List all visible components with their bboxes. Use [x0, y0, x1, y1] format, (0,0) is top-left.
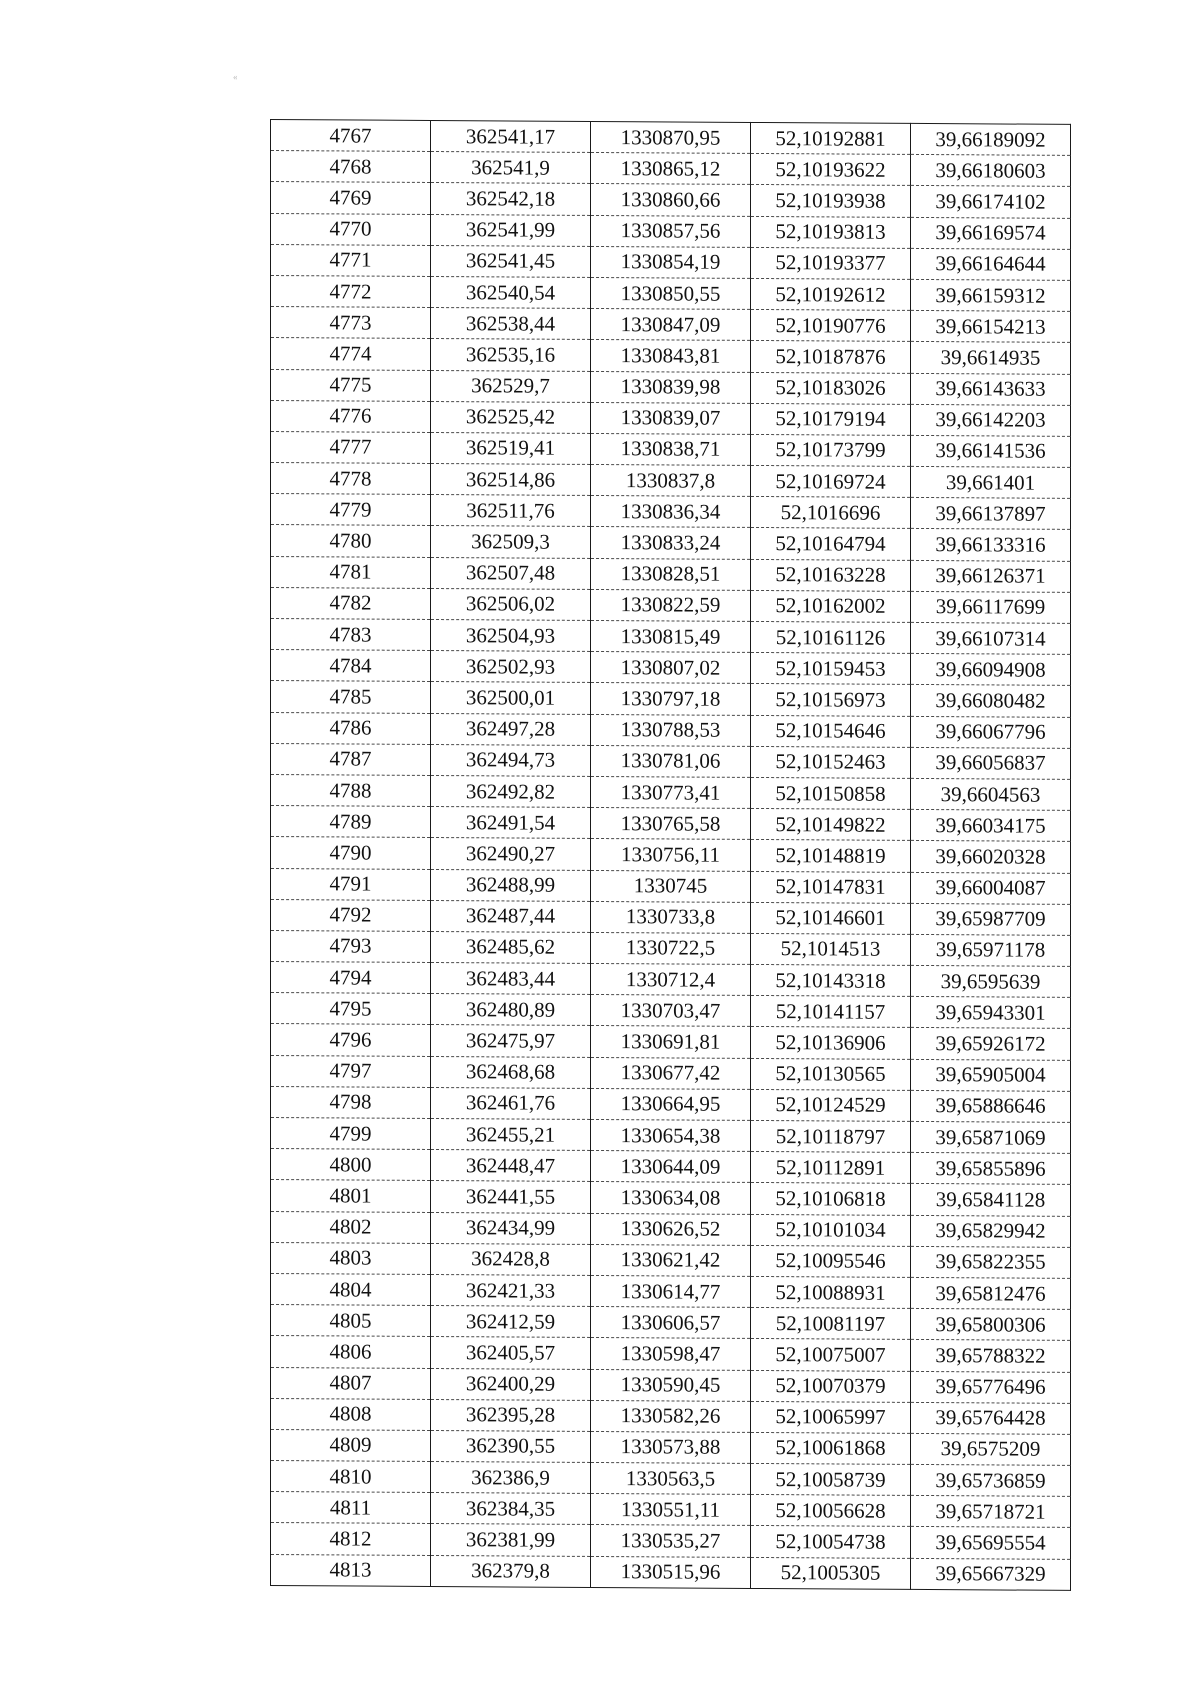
table-row: [271, 525, 1071, 561]
table-row: [271, 463, 1071, 499]
point-number-cell: 4778: [271, 463, 431, 495]
longitude-cell: 39,66189092: [911, 123, 1071, 155]
x-coordinate-cell: 362434,99: [431, 1212, 591, 1244]
x-coordinate-cell: 362500,01: [431, 682, 591, 714]
table-row: [271, 1429, 1071, 1465]
point-number-cell: 4794: [271, 962, 431, 994]
point-number-cell: 4786: [271, 712, 431, 744]
point-number-cell: 4796: [271, 1024, 431, 1056]
table-row: [271, 1273, 1071, 1309]
latitude-cell: 52,10192881: [751, 122, 911, 154]
latitude-cell: 52,10156973: [751, 684, 911, 716]
latitude-cell: 52,10173799: [751, 434, 911, 466]
x-coordinate-cell: 362428,8: [431, 1243, 591, 1275]
point-number-cell: 4789: [271, 806, 431, 838]
x-coordinate-cell: 362487,44: [431, 900, 591, 932]
latitude-cell: 52,10088931: [751, 1276, 911, 1308]
longitude-cell: 39,66080482: [911, 685, 1071, 717]
point-number-cell: 4798: [271, 1086, 431, 1118]
x-coordinate-cell: 362542,18: [431, 183, 591, 215]
y-coordinate-cell: 1330654,38: [591, 1119, 751, 1151]
x-coordinate-cell: 362475,97: [431, 1025, 591, 1057]
point-number-cell: 4768: [271, 151, 431, 183]
x-coordinate-cell: 362504,93: [431, 619, 591, 651]
x-coordinate-cell: 362381,99: [431, 1524, 591, 1556]
longitude-cell: 39,65886646: [911, 1090, 1071, 1122]
point-number-cell: 4797: [271, 1055, 431, 1087]
point-number-cell: 4810: [271, 1461, 431, 1493]
point-number-cell: 4806: [271, 1336, 431, 1368]
longitude-cell: 39,65695554: [911, 1527, 1071, 1559]
latitude-cell: 52,10146601: [751, 902, 911, 934]
y-coordinate-cell: 1330722,5: [591, 932, 751, 964]
longitude-cell: 39,65855896: [911, 1153, 1071, 1185]
x-coordinate-cell: 362448,47: [431, 1150, 591, 1182]
table-row: [271, 1149, 1071, 1185]
y-coordinate-cell: 1330839,07: [591, 402, 751, 434]
x-coordinate-cell: 362502,93: [431, 651, 591, 683]
point-number-cell: 4813: [271, 1554, 431, 1586]
x-coordinate-cell: 362384,35: [431, 1493, 591, 1525]
table-row: [271, 774, 1071, 810]
point-number-cell: 4795: [271, 993, 431, 1025]
x-coordinate-cell: 362461,76: [431, 1087, 591, 1119]
x-coordinate-cell: 362529,7: [431, 370, 591, 402]
latitude-cell: 52,10065997: [751, 1401, 911, 1433]
x-coordinate-cell: 362519,41: [431, 432, 591, 464]
x-coordinate-cell: 362468,68: [431, 1056, 591, 1088]
x-coordinate-cell: 362492,82: [431, 775, 591, 807]
longitude-cell: 39,65667329: [911, 1558, 1071, 1590]
x-coordinate-cell: 362538,44: [431, 308, 591, 340]
latitude-cell: 52,10154646: [751, 715, 911, 747]
table-row: [271, 275, 1071, 311]
point-number-cell: 4774: [271, 338, 431, 370]
longitude-cell: 39,65943301: [911, 997, 1071, 1029]
longitude-cell: 39,66169574: [911, 217, 1071, 249]
x-coordinate-cell: 362455,21: [431, 1118, 591, 1150]
latitude-cell: 52,10152463: [751, 746, 911, 778]
longitude-cell: 39,66180603: [911, 155, 1071, 187]
latitude-cell: 52,10163228: [751, 559, 911, 591]
point-number-cell: 4781: [271, 556, 431, 588]
page-mark: «: [233, 72, 238, 82]
latitude-cell: 52,10136906: [751, 1027, 911, 1059]
table-row: [271, 1055, 1071, 1091]
point-number-cell: 4787: [271, 743, 431, 775]
y-coordinate-cell: 1330598,47: [591, 1338, 751, 1370]
point-number-cell: 4771: [271, 244, 431, 276]
x-coordinate-cell: 362480,89: [431, 994, 591, 1026]
longitude-cell: 39,66117699: [911, 591, 1071, 623]
y-coordinate-cell: 1330621,42: [591, 1244, 751, 1276]
latitude-cell: 52,10061868: [751, 1432, 911, 1464]
longitude-cell: 39,65800306: [911, 1309, 1071, 1341]
point-number-cell: 4770: [271, 213, 431, 245]
table-row: [271, 743, 1071, 779]
latitude-cell: 52,10150858: [751, 777, 911, 809]
latitude-cell: 52,10148819: [751, 840, 911, 872]
longitude-cell: 39,66164644: [911, 248, 1071, 280]
table-row: [271, 1211, 1071, 1247]
y-coordinate-cell: 1330664,95: [591, 1088, 751, 1120]
longitude-cell: 39,66159312: [911, 279, 1071, 311]
y-coordinate-cell: 1330614,77: [591, 1275, 751, 1307]
latitude-cell: 52,10143318: [751, 964, 911, 996]
table-row: [271, 1523, 1071, 1559]
point-number-cell: 4767: [271, 120, 431, 152]
point-number-cell: 4780: [271, 525, 431, 557]
latitude-cell: 52,10056628: [751, 1495, 911, 1527]
table-row: [271, 244, 1071, 280]
y-coordinate-cell: 1330781,06: [591, 745, 751, 777]
point-number-cell: 4800: [271, 1149, 431, 1181]
y-coordinate-cell: 1330822,59: [591, 589, 751, 621]
y-coordinate-cell: 1330865,12: [591, 153, 751, 185]
latitude-cell: 52,10183026: [751, 372, 911, 404]
point-number-cell: 4775: [271, 369, 431, 401]
latitude-cell: 52,10162002: [751, 590, 911, 622]
table-row: [271, 650, 1071, 686]
longitude-cell: 39,65829942: [911, 1215, 1071, 1247]
longitude-cell: 39,6595639: [911, 965, 1071, 997]
y-coordinate-cell: 1330765,58: [591, 808, 751, 840]
latitude-cell: 52,10106818: [751, 1183, 911, 1215]
table-row: [271, 431, 1071, 467]
y-coordinate-cell: 1330582,26: [591, 1400, 751, 1432]
point-number-cell: 4790: [271, 837, 431, 869]
y-coordinate-cell: 1330837,8: [591, 465, 751, 497]
y-coordinate-cell: 1330606,57: [591, 1307, 751, 1339]
longitude-cell: 39,66004087: [911, 872, 1071, 904]
longitude-cell: 39,65926172: [911, 1028, 1071, 1060]
longitude-cell: 39,65718721: [911, 1496, 1071, 1528]
table-row: [271, 962, 1071, 998]
longitude-cell: 39,66034175: [911, 810, 1071, 842]
table-row: [271, 1024, 1071, 1060]
y-coordinate-cell: 1330563,5: [591, 1463, 751, 1495]
x-coordinate-cell: 362506,02: [431, 588, 591, 620]
y-coordinate-cell: 1330838,71: [591, 433, 751, 465]
x-coordinate-cell: 362485,62: [431, 931, 591, 963]
table-row: [271, 1492, 1071, 1528]
table-row: [271, 619, 1071, 655]
table-row: [271, 712, 1071, 748]
point-number-cell: 4779: [271, 494, 431, 526]
latitude-cell: 52,10161126: [751, 621, 911, 653]
y-coordinate-cell: 1330843,81: [591, 340, 751, 372]
table-row: [271, 338, 1071, 374]
x-coordinate-cell: 362497,28: [431, 713, 591, 745]
latitude-cell: 52,10179194: [751, 403, 911, 435]
point-number-cell: 4801: [271, 1180, 431, 1212]
point-number-cell: 4785: [271, 681, 431, 713]
point-number-cell: 4773: [271, 307, 431, 339]
y-coordinate-cell: 1330773,41: [591, 776, 751, 808]
y-coordinate-cell: 1330797,18: [591, 683, 751, 715]
x-coordinate-cell: 362441,55: [431, 1181, 591, 1213]
longitude-cell: 39,65905004: [911, 1059, 1071, 1091]
point-number-cell: 4777: [271, 431, 431, 463]
point-number-cell: 4776: [271, 400, 431, 432]
longitude-cell: 39,66141536: [911, 435, 1071, 467]
latitude-cell: 52,10193622: [751, 154, 911, 186]
table-row: [271, 1554, 1071, 1590]
y-coordinate-cell: 1330590,45: [591, 1369, 751, 1401]
coordinates-table-container: [270, 119, 1070, 1591]
y-coordinate-cell: 1330850,55: [591, 277, 751, 309]
point-number-cell: 4808: [271, 1398, 431, 1430]
latitude-cell: 52,10075007: [751, 1339, 911, 1371]
longitude-cell: 39,65871069: [911, 1121, 1071, 1153]
point-number-cell: 4793: [271, 930, 431, 962]
longitude-cell: 39,6575209: [911, 1433, 1071, 1465]
y-coordinate-cell: 1330644,09: [591, 1151, 751, 1183]
x-coordinate-cell: 362421,33: [431, 1274, 591, 1306]
x-coordinate-cell: 362541,45: [431, 245, 591, 277]
table-row: [271, 369, 1071, 405]
longitude-cell: 39,65788322: [911, 1340, 1071, 1372]
y-coordinate-cell: 1330828,51: [591, 558, 751, 590]
point-number-cell: 4784: [271, 650, 431, 682]
point-number-cell: 4799: [271, 1118, 431, 1150]
latitude-cell: 52,10193938: [751, 185, 911, 217]
coordinates-table: [270, 119, 1071, 1591]
x-coordinate-cell: 362491,54: [431, 807, 591, 839]
point-number-cell: 4792: [271, 899, 431, 931]
x-coordinate-cell: 362400,29: [431, 1368, 591, 1400]
table-row: [271, 400, 1071, 436]
latitude-cell: 52,10141157: [751, 996, 911, 1028]
x-coordinate-cell: 362540,54: [431, 276, 591, 308]
table-row: [271, 556, 1071, 592]
table-row: [271, 899, 1071, 935]
longitude-cell: 39,65841128: [911, 1184, 1071, 1216]
longitude-cell: 39,66094908: [911, 654, 1071, 686]
latitude-cell: 52,10070379: [751, 1370, 911, 1402]
longitude-cell: 39,65822355: [911, 1246, 1071, 1278]
longitude-cell: 39,65971178: [911, 934, 1071, 966]
latitude-cell: 52,10095546: [751, 1245, 911, 1277]
longitude-cell: 39,6604563: [911, 778, 1071, 810]
point-number-cell: 4804: [271, 1273, 431, 1305]
y-coordinate-cell: 1330870,95: [591, 121, 751, 153]
y-coordinate-cell: 1330854,19: [591, 246, 751, 278]
x-coordinate-cell: 362379,8: [431, 1555, 591, 1587]
table-row: [271, 494, 1071, 530]
x-coordinate-cell: 362390,55: [431, 1430, 591, 1462]
latitude-cell: 52,10187876: [751, 341, 911, 373]
longitude-cell: 39,66143633: [911, 373, 1071, 405]
latitude-cell: 52,10192612: [751, 278, 911, 310]
point-number-cell: 4788: [271, 774, 431, 806]
x-coordinate-cell: 362483,44: [431, 963, 591, 995]
latitude-cell: 52,10124529: [751, 1089, 911, 1121]
latitude-cell: 52,10193377: [751, 247, 911, 279]
table-row: [271, 587, 1071, 623]
x-coordinate-cell: 362395,28: [431, 1399, 591, 1431]
y-coordinate-cell: 1330857,56: [591, 215, 751, 247]
latitude-cell: 52,10190776: [751, 310, 911, 342]
table-row: [271, 1086, 1071, 1122]
point-number-cell: 4783: [271, 619, 431, 651]
latitude-cell: 52,10164794: [751, 528, 911, 560]
latitude-cell: 52,10130565: [751, 1058, 911, 1090]
x-coordinate-cell: 362541,9: [431, 152, 591, 184]
y-coordinate-cell: 1330515,96: [591, 1556, 751, 1588]
longitude-cell: 39,66137897: [911, 498, 1071, 530]
y-coordinate-cell: 1330833,24: [591, 527, 751, 559]
table-row: [271, 1242, 1071, 1278]
latitude-cell: 52,10081197: [751, 1308, 911, 1340]
latitude-cell: 52,10112891: [751, 1152, 911, 1184]
latitude-cell: 52,10193813: [751, 216, 911, 248]
y-coordinate-cell: 1330836,34: [591, 496, 751, 528]
x-coordinate-cell: 362507,48: [431, 557, 591, 589]
x-coordinate-cell: 362535,16: [431, 339, 591, 371]
table-row: [271, 151, 1071, 187]
x-coordinate-cell: 362488,99: [431, 869, 591, 901]
longitude-cell: 39,66174102: [911, 186, 1071, 218]
y-coordinate-cell: 1330860,66: [591, 184, 751, 216]
y-coordinate-cell: 1330788,53: [591, 714, 751, 746]
y-coordinate-cell: 1330815,49: [591, 620, 751, 652]
latitude-cell: 52,10149822: [751, 809, 911, 841]
longitude-cell: 39,65812476: [911, 1277, 1071, 1309]
x-coordinate-cell: 362511,76: [431, 495, 591, 527]
y-coordinate-cell: 1330756,11: [591, 839, 751, 871]
x-coordinate-cell: 362490,27: [431, 838, 591, 870]
longitude-cell: 39,65764428: [911, 1402, 1071, 1434]
longitude-cell: 39,66056837: [911, 747, 1071, 779]
longitude-cell: 39,66142203: [911, 404, 1071, 436]
table-row: [271, 213, 1071, 249]
longitude-cell: 39,65736859: [911, 1464, 1071, 1496]
y-coordinate-cell: 1330691,81: [591, 1026, 751, 1058]
x-coordinate-cell: 362541,99: [431, 214, 591, 246]
latitude-cell: 52,10169724: [751, 465, 911, 497]
x-coordinate-cell: 362405,57: [431, 1337, 591, 1369]
table-row: [271, 1305, 1071, 1341]
table-row: [271, 930, 1071, 966]
latitude-cell: 52,1005305: [751, 1557, 911, 1589]
point-number-cell: 4772: [271, 275, 431, 307]
x-coordinate-cell: 362525,42: [431, 401, 591, 433]
x-coordinate-cell: 362494,73: [431, 744, 591, 776]
table-row: [271, 1336, 1071, 1372]
longitude-cell: 39,66107314: [911, 622, 1071, 654]
longitude-cell: 39,65776496: [911, 1371, 1071, 1403]
y-coordinate-cell: 1330703,47: [591, 995, 751, 1027]
point-number-cell: 4807: [271, 1367, 431, 1399]
table-row: [271, 806, 1071, 842]
table-row: [271, 681, 1071, 717]
table-row: [271, 1461, 1071, 1497]
table-row: [271, 1180, 1071, 1216]
longitude-cell: 39,66067796: [911, 716, 1071, 748]
table-row: [271, 1367, 1071, 1403]
latitude-cell: 52,10101034: [751, 1214, 911, 1246]
table-row: [271, 993, 1071, 1029]
y-coordinate-cell: 1330551,11: [591, 1494, 751, 1526]
longitude-cell: 39,66126371: [911, 560, 1071, 592]
y-coordinate-cell: 1330573,88: [591, 1431, 751, 1463]
y-coordinate-cell: 1330733,8: [591, 901, 751, 933]
x-coordinate-cell: 362541,17: [431, 120, 591, 152]
longitude-cell: 39,66154213: [911, 311, 1071, 343]
y-coordinate-cell: 1330634,08: [591, 1182, 751, 1214]
longitude-cell: 39,66020328: [911, 841, 1071, 873]
point-number-cell: 4802: [271, 1211, 431, 1243]
longitude-cell: 39,65987709: [911, 903, 1071, 935]
point-number-cell: 4769: [271, 182, 431, 214]
table-row: [271, 1118, 1071, 1154]
point-number-cell: 4809: [271, 1429, 431, 1461]
y-coordinate-cell: 1330535,27: [591, 1525, 751, 1557]
x-coordinate-cell: 362412,59: [431, 1306, 591, 1338]
y-coordinate-cell: 1330677,42: [591, 1057, 751, 1089]
longitude-cell: 39,661401: [911, 466, 1071, 498]
y-coordinate-cell: 1330745: [591, 870, 751, 902]
y-coordinate-cell: 1330839,98: [591, 371, 751, 403]
x-coordinate-cell: 362386,9: [431, 1462, 591, 1494]
y-coordinate-cell: 1330847,09: [591, 309, 751, 341]
table-row: [271, 837, 1071, 873]
latitude-cell: 52,10118797: [751, 1120, 911, 1152]
point-number-cell: 4803: [271, 1242, 431, 1274]
longitude-cell: 39,6614935: [911, 342, 1071, 374]
table-row: [271, 120, 1071, 156]
table-row: [271, 868, 1071, 904]
point-number-cell: 4811: [271, 1492, 431, 1524]
y-coordinate-cell: 1330807,02: [591, 652, 751, 684]
latitude-cell: 52,10058739: [751, 1463, 911, 1495]
table-row: [271, 307, 1071, 343]
coordinates-table-body: [271, 120, 1071, 1591]
longitude-cell: 39,66133316: [911, 529, 1071, 561]
point-number-cell: 4812: [271, 1523, 431, 1555]
point-number-cell: 4805: [271, 1305, 431, 1337]
latitude-cell: 52,1014513: [751, 933, 911, 965]
point-number-cell: 4791: [271, 868, 431, 900]
x-coordinate-cell: 362509,3: [431, 526, 591, 558]
latitude-cell: 52,1016696: [751, 497, 911, 529]
table-row: [271, 182, 1071, 218]
x-coordinate-cell: 362514,86: [431, 464, 591, 496]
y-coordinate-cell: 1330712,4: [591, 964, 751, 996]
latitude-cell: 52,10159453: [751, 653, 911, 685]
table-row: [271, 1398, 1071, 1434]
latitude-cell: 52,10147831: [751, 871, 911, 903]
point-number-cell: 4782: [271, 587, 431, 619]
y-coordinate-cell: 1330626,52: [591, 1213, 751, 1245]
latitude-cell: 52,10054738: [751, 1526, 911, 1558]
